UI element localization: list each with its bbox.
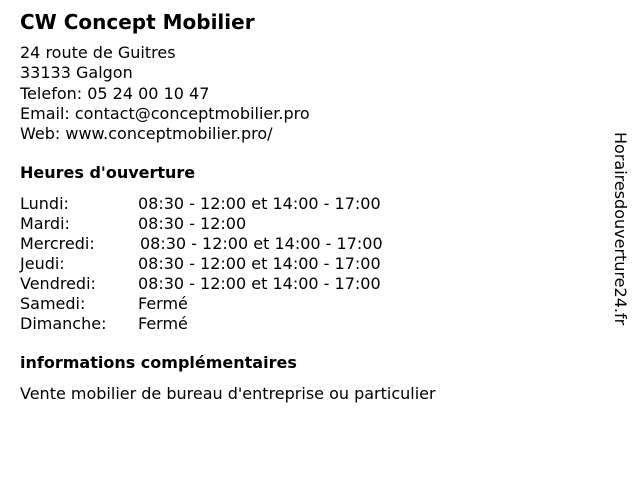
site-watermark-text: Horairesdouverture24.fr [611,132,630,326]
opening-hours-heading: Heures d'ouverture [20,163,196,182]
opening-hours-table [20,194,440,334]
additional-info-heading: informations complémentaires [20,353,297,372]
day-label: Mardi: [20,214,70,233]
day-label: Vendredi: [20,274,96,293]
city-postcode: 33133 Galgon [20,63,133,83]
street-address: 24 route de Guitres [20,43,176,62]
day-label: Samedi: [20,294,86,313]
hours-row-saturday [20,294,440,314]
hours-row-friday [20,274,440,294]
day-label: Lundi: [20,194,69,213]
contact-block [20,43,310,144]
day-hours: 08:30 - 12:00 et 14:00 - 17:00 [138,254,381,273]
day-hours: 08:30 - 12:00 et 14:00 - 17:00 [140,234,383,253]
hours-row-tuesday [20,214,440,234]
day-label: Dimanche: [20,314,107,333]
day-hours: Fermé [138,294,188,313]
website-address: Web: www.conceptmobilier.pro/ [20,124,273,144]
day-hours: Fermé [138,314,188,333]
phone-number: Telefon: 05 24 00 10 47 [20,83,210,103]
email-address: Email: contact@conceptmobilier.pro [20,103,310,123]
hours-row-monday [20,194,440,214]
hours-row-wednesday [20,234,440,254]
additional-info-text: Vente mobilier de bureau d'entreprise ou particulier [20,384,436,403]
hours-row-thursday [20,254,440,274]
day-hours: 08:30 - 12:00 et 14:00 - 17:00 [138,194,381,213]
day-hours: 08:30 - 12:00 [138,214,247,233]
day-label: Mercredi: [20,234,95,253]
day-label: Jeudi: [20,254,65,273]
vertical-site-label [608,132,632,368]
hours-row-sunday [20,314,440,334]
day-hours: 08:30 - 12:00 et 14:00 - 17:00 [138,274,381,293]
business-name: CW Concept Mobilier [20,10,255,34]
